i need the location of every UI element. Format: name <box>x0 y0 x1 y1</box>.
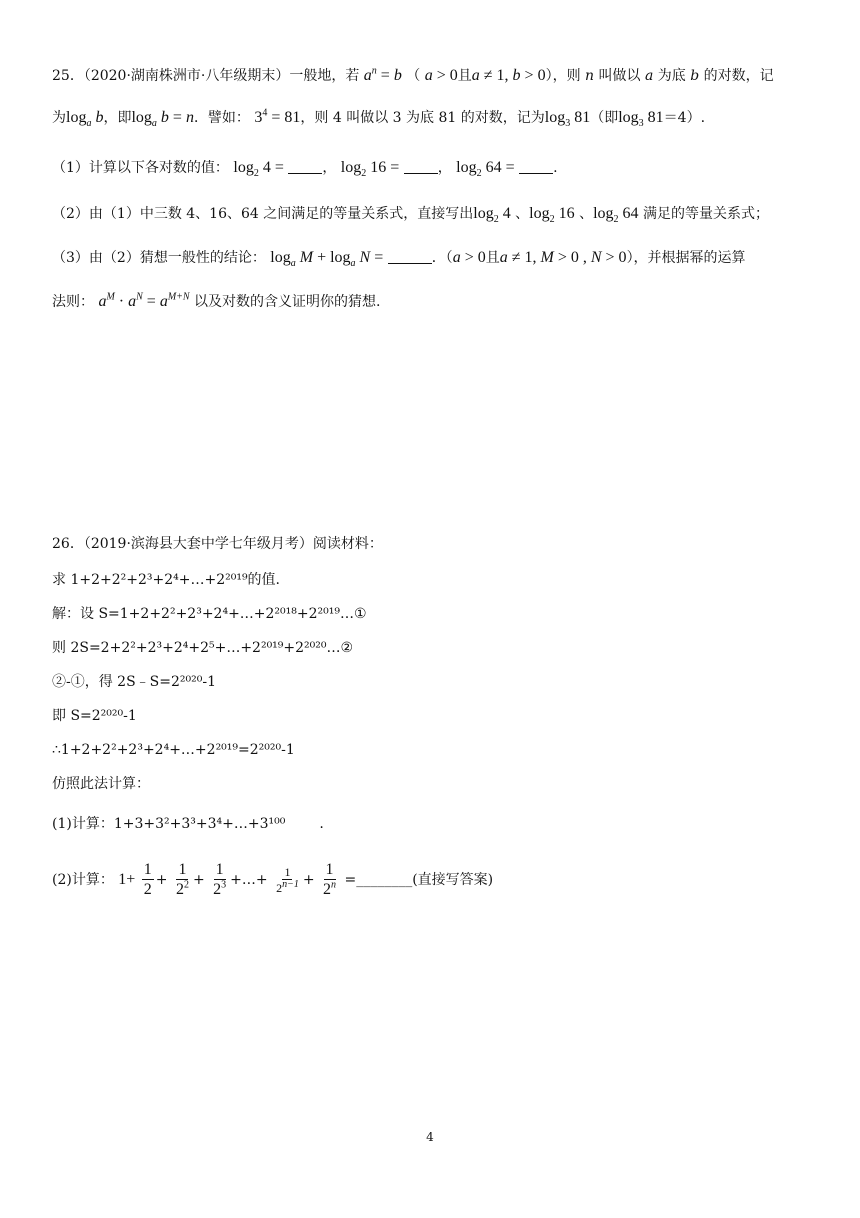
page-number: 4 <box>426 1130 434 1144</box>
fraction: $\frac{1}{2^{n-1}}$ <box>276 864 299 895</box>
q26-line-6: ∴1+2+2²+2³+2⁴+…+2²⁰¹⁹=2²⁰²⁰-1 <box>52 742 295 758</box>
q26-line-2: 解：设 S=1+2+2²+2³+2⁴+…+2²⁰¹⁸+2²⁰¹⁹…① <box>52 606 367 622</box>
fraction: $\frac{1}{2^2}$ <box>175 860 189 898</box>
q25-part-3-cont: 法则： $a^M \cdot a^N = a^{M+N}$ 以及对数的含义证明你的猜想. <box>52 291 381 310</box>
q25-line-1: 25．（2020·湖南株洲市·八年级期末）一般地，若 $a^n = b$ （ a > 0且a ≠ 1, b > 0），则 n 叫做以 a 为底 b 的对数，记 <box>52 65 774 84</box>
fraction: $\frac{1}{2^3}$ <box>213 860 227 898</box>
q26-part-2: (2)计算： 1+ $\frac{1}{2}$ + $\frac{1}{2^2}$ + $\frac{1}{2^3}$ +…+ $\frac{1}{2^{n-1}}$ + $\frac{1}{2^n}$ =________(直接写答案) <box>52 860 494 898</box>
q25-part-2: （2）由（1）中三数 4、16、64 之间满足的等量关系式，直接写出$\log_2 4$ 、$\log_2 16$ 、$\log_2 64$ 满足的等量关系式； <box>52 205 769 226</box>
q25-line-2: 为$\log_a b$，即$\log_a b = n$．譬如： $3^4 = 81$，则 4 叫做以 3 为底 81 的对数，记为$\log_3 81$（即$\log_3 81=4$）. <box>52 107 706 130</box>
answer-blank[interactable] <box>404 159 438 174</box>
q26-line-7: 仿照此法计算： <box>52 776 150 792</box>
q26-line-5: 即 S=2²⁰²⁰-1 <box>52 708 137 724</box>
q26-part-1: (1)计算：1+3+3²+3³+3⁴+…+3¹⁰⁰ . <box>52 816 324 832</box>
q25-part-3: （3）由（2）猜想一般性的结论： $\log_a M + \log_a N$ = ．（a > 0且a ≠ 1, M > 0 , N > 0），并根据幂的运算 <box>52 249 746 270</box>
q26-line-1: 求 1+2+2²+2³+2⁴+…+2²⁰¹⁹的值. <box>52 572 281 588</box>
fraction: $\frac{1}{2}$ <box>143 860 152 898</box>
answer-blank[interactable] <box>519 159 553 174</box>
answer-blank[interactable] <box>388 249 432 264</box>
answer-blank[interactable] <box>288 159 322 174</box>
q26-line-4: ②-①，得 2S﹣S=2²⁰²⁰-1 <box>52 674 216 690</box>
q25-part-1: （1）计算以下各对数的值： $\log_2 4$ = ， $\log_2 16$ = ， $\log_2 64$ = . <box>52 159 558 180</box>
q26-line-3: 则 2S=2+2²+2³+2⁴+2⁵+…+2²⁰¹⁹+2²⁰²⁰…② <box>52 640 354 656</box>
fraction: $\frac{1}{2^n}$ <box>323 860 337 898</box>
q26-title: 26．（2019·滨海县大套中学七年级月考）阅读材料： <box>52 536 383 552</box>
